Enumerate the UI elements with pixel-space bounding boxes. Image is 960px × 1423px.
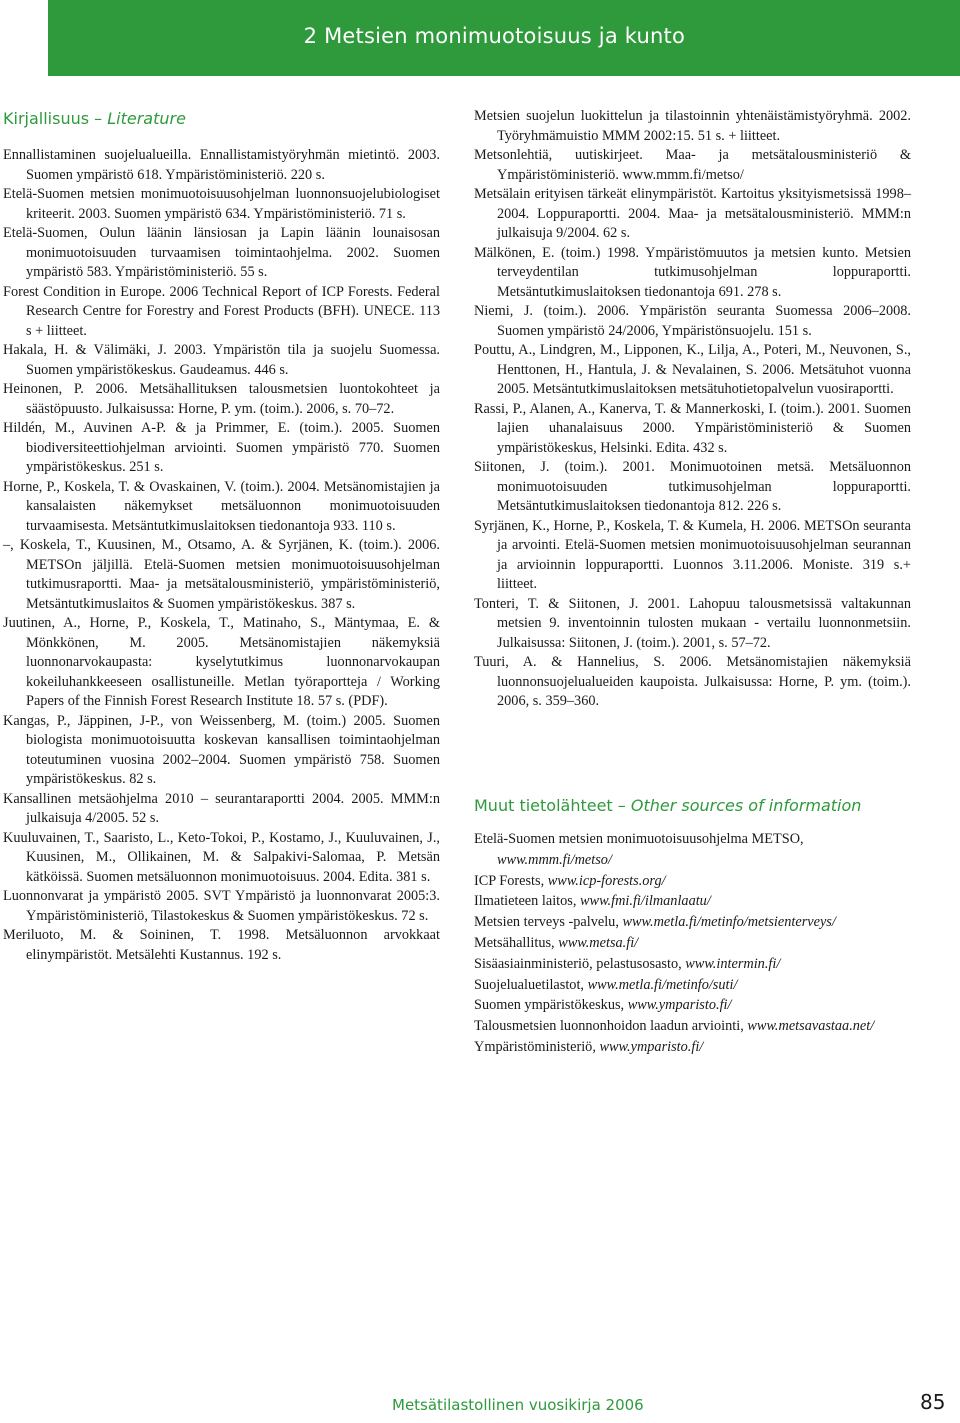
other-sources-heading-fi: Muut tietolähteet – xyxy=(474,796,626,815)
reference-entry: –, Koskela, T., Kuusinen, M., Otsamo, A. & Syrjänen, K. (toim.). 2006. METSOn jäljillä. Etelä-Suomen metsien monimuotoisuusohjelman tutkimusraportti. Maa- ja metsätalousministeriö, ympäristöministeriö, Metsäntutkimuslaitos & Suomen ympäristökeskus. 387 s. xyxy=(3,537,440,612)
source-name: Suomen ympäristökeskus, xyxy=(474,997,628,1014)
reference-entry: Horne, P., Koskela, T. & Ovaskainen, V. (toim.). 2004. Metsänomistajien ja kansalaisten näkemykset metsäluonnon monimuotoisuuden turvaamisesta. Metsäntutkimuslaitoksen tiedonantoja 933. 110 s. xyxy=(3,478,440,534)
literature-heading-en: Literature xyxy=(107,109,186,128)
source-entry xyxy=(474,1037,914,1058)
reference-entry: Hakala, H. & Välimäki, J. 2003. Ympäristön tila ja suojelu Suomessa. Suomen ympäristökeskus. Gaudeamus. 446 s. xyxy=(3,342,440,378)
reference-entry: Siitonen, J. (toim.). 2001. Monimuotoinen metsä. Metsäluonnon monimuotoisuuden tutkimusohjelman loppuraportti. Metsäntutkimuslaitoksen tiedonantoja 812. 226 s. xyxy=(474,459,911,514)
source-entry xyxy=(474,995,914,1016)
reference-entry: Mälkönen, E. (toim.) 1998. Ympäristömuutos ja metsien kunto. Metsien terveydentilan tutkimusohjelman loppuraportti. Metsäntutkimuslaitoksen tiedonantoja 691. 278 s. xyxy=(474,244,911,300)
reference-entry: Rassi, P., Alanen, A., Kanerva, T. & Mannerkoski, I. (toim.). 2001. Suomen lajien uhanalaisuus 2000. Ympäristöministeriö & Suomen ympäristökeskus, Helsinki. Edita. 432 s. xyxy=(474,400,911,456)
reference-entry: Heinonen, P. 2006. Metsähallituksen talousmetsien luontokohteet ja säästöpuusto. Julkaisussa: Horne, P. ym. (toim.). 2006, s. 70–72. xyxy=(3,381,440,417)
reference-entry: Niemi, J. (toim.). 2006. Ympäristön seuranta Suomessa 2006–2008. Suomen ympäristö 24/2006, Ympäristönsuojelu. 151 s. xyxy=(474,303,911,339)
source-entry xyxy=(474,1016,914,1037)
source-url-link[interactable]: www.metla.fi/metinfo/metsienterveys/ xyxy=(622,914,836,931)
reference-entry: Pouttu, A., Lindgren, M., Lipponen, K., Lilja, A., Poteri, M., Neuvonen, S., Henttonen, H., Hantula, J. & Nevalainen, S. 2006. Metsätuhot vuonna 2005. Metsäntutkimuslaitoksen metsätuhotietopalvelun vuosiraportti. xyxy=(474,342,911,397)
source-name: Sisäasiainministeriö, pelastusosasto, xyxy=(474,955,686,972)
header-band xyxy=(48,0,960,76)
reference-list-right xyxy=(474,107,911,712)
source-url-link[interactable]: www.mmm.fi/metso/ xyxy=(497,851,612,868)
reference-entry: Kansallinen metsäohjelma 2010 – seurantaraportti 2004. 2005. MMM:n julkaisuja 4/2005. 52 s. xyxy=(3,790,440,826)
source-entry xyxy=(474,933,914,954)
source-entry xyxy=(474,954,914,975)
source-entry xyxy=(474,891,914,912)
reference-entry: Luonnonvarat ja ympäristö 2005. SVT Ympäristö ja luonnonvarat 2005:3. Ympäristöministeriö, Tilastokeskus & Suomen ympäristökeskus. 72 s. xyxy=(3,888,440,924)
reference-entry: Metsonlehtiä, uutiskirjeet. Maa- ja metsätalousministeriö & Ympäristöministeriö. www.mmm.fi/metso/ xyxy=(474,147,911,183)
reference-entry: Forest Condition in Europe. 2006 Technical Report of ICP Forests. Federal Research Centre for Forestry and Forest Products (BFH). UNECE. 113 s + liitteet. xyxy=(3,283,440,339)
source-entry xyxy=(474,829,914,871)
literature-heading-fi: Kirjallisuus – xyxy=(3,109,103,128)
reference-entry: Juutinen, A., Horne, P., Koskela, T., Matinaho, S., Mäntymaa, E. & Mönkkönen, M. 2005. Metsänomistajien näkemyksiä luonnonarvokaupasta: kyselytutkimus luonnonarvokaupan kokeiluhankkeeseen osallistuneille. Metlan työraportteja / Working Papers of the Finnish Forest Research Institute 18. 57 s. (PDF). xyxy=(3,615,440,709)
reference-entry: Etelä-Suomen metsien monimuotoisuusohjelman luonnonsuojelubiologiset kriteerit. 2003. Suomen ympäristö 634. Ympäristöministeriö. 71 s. xyxy=(3,186,440,222)
reference-entry: Metsien suojelun luokittelun ja tilastoinnin yhtenäistämistyöryhmä. 2002. Työryhmämuistio MMM 2002:15. 51 s. + liitteet. xyxy=(474,108,911,144)
source-name: Ilmatieteen laitos, xyxy=(474,893,580,910)
reference-entry: Tonteri, T. & Siitonen, J. 2001. Lahopuu talousmetsissä valtakunnan metsien 9. inventoinnin tulosten mukaan - vertailu luonnonmetsiin. Julkaisussa: Siitonen, J. (toim.). 2001, s. 57–72. xyxy=(474,595,911,651)
other-sources-heading xyxy=(474,796,861,815)
source-url-link[interactable]: www.ymparisto.fi/ xyxy=(627,997,732,1014)
reference-entry: Tuuri, A. & Hannelius, S. 2006. Metsänomistajien näkemyksiä luonnonsuojelualueiden kaupoista. Julkaisussa: Horne, P. ym. (toim.). 2006, s. 359–360. xyxy=(474,654,911,709)
source-entry xyxy=(474,871,914,892)
reference-entry: Metsälain erityisen tärkeät elinympäristöt. Kartoitus yksityismetsissä 1998–2004. Loppuraportti. 2004. Maa- ja metsätalousministeriö. MMM:n julkaisuja 9/2004. 62 s. xyxy=(474,186,911,241)
source-url-link[interactable]: www.fmi.fi/ilmanlaatu/ xyxy=(580,893,711,910)
source-name: Etelä-Suomen metsien monimuotoisuusohjelma METSO, xyxy=(474,831,804,847)
source-url-link[interactable]: www.icp-forests.org/ xyxy=(547,872,666,889)
source-name: Metsähallitus, xyxy=(474,934,559,951)
reference-entry: Syrjänen, K., Horne, P., Koskela, T. & Kumela, H. 2006. METSOn seuranta ja arvointi. Etelä-Suomen metsien monimuotoisuusohjelman seurannan ja arvioinnin loppuraportti. Luonnos 3.11.2006. Moniste. 319 s.+ liitteet. xyxy=(474,517,911,592)
source-name: Metsien terveys -palvelu, xyxy=(474,914,623,931)
source-url-link[interactable]: www.metsavastaa.net/ xyxy=(747,1018,875,1035)
reference-entry: Ennallistaminen suojelualueilla. Ennallistamistyöryhmän mietintö. 2003. Suomen ympäristö 618. Ympäristöministeriö. 220 s. xyxy=(3,147,440,183)
source-name: Ympäristöministeriö, xyxy=(474,1038,600,1055)
other-sources-list xyxy=(474,829,914,1058)
footer-publication: Metsätilastollinen vuosikirja 2006 xyxy=(392,1396,644,1414)
chapter-title: 2 Metsien monimuotoisuus ja kunto xyxy=(303,24,685,48)
source-entry xyxy=(474,912,914,933)
source-url-link[interactable]: www.metla.fi/metinfo/suti/ xyxy=(587,976,738,993)
reference-entry: Kuuluvainen, T., Saaristo, L., Keto-Tokoi, P., Kostamo, J., Kuuluvainen, J., Kuusinen, M., Ollikainen, M. & Salpakivi-Salomaa, P. Metsän kätköissä. Suomen metsäluonnon monimuotoisuus. 2004. Edita. 381 s. xyxy=(3,829,440,885)
reference-entry: Kangas, P., Jäppinen, J-P., von Weissenberg, M. (toim.) 2005. Suomen biologista monimuotoisuutta koskevan kansallisen toimintaohjelman toteutuminen vuosina 2002–2004. Suomen ympäristö 758. Suomen ympäristökeskus. 82 s. xyxy=(3,712,440,787)
reference-list-left xyxy=(3,146,440,965)
source-url-link[interactable]: www.metsa.fi/ xyxy=(558,934,639,951)
other-sources-heading-en: Other sources of information xyxy=(630,796,862,815)
source-name: ICP Forests, xyxy=(474,872,548,889)
reference-entry: Hildén, M., Auvinen A-P. & ja Primmer, E. (toim.). 2005. Suomen biodiversiteettiohjelman arviointi. Suomen ympäristö 770. Suomen ympäristökeskus. 251 s. xyxy=(3,420,440,475)
source-name: Suojelualuetilastot, xyxy=(474,976,588,993)
source-name: Talousmetsien luonnonhoidon laadun arviointi, xyxy=(474,1018,748,1035)
source-entry xyxy=(474,975,914,996)
source-url-link[interactable]: www.ymparisto.fi/ xyxy=(599,1038,704,1055)
page-number: 85 xyxy=(920,1390,946,1414)
reference-entry: Meriluoto, M. & Soininen, T. 1998. Metsäluonnon arvokkaat elinympäristöt. Metsälehti Kustannus. 192 s. xyxy=(3,927,440,963)
literature-heading xyxy=(3,109,186,128)
source-url-link[interactable]: www.intermin.fi/ xyxy=(685,955,781,972)
reference-entry: Etelä-Suomen, Oulun läänin länsiosan ja Lapin läänin lounaisosan monimuotoisuuden turvaamisen toimintaohjelma. 2002. Suomen ympäristö 583. Ympäristöministeriö. 55 s. xyxy=(3,225,440,280)
